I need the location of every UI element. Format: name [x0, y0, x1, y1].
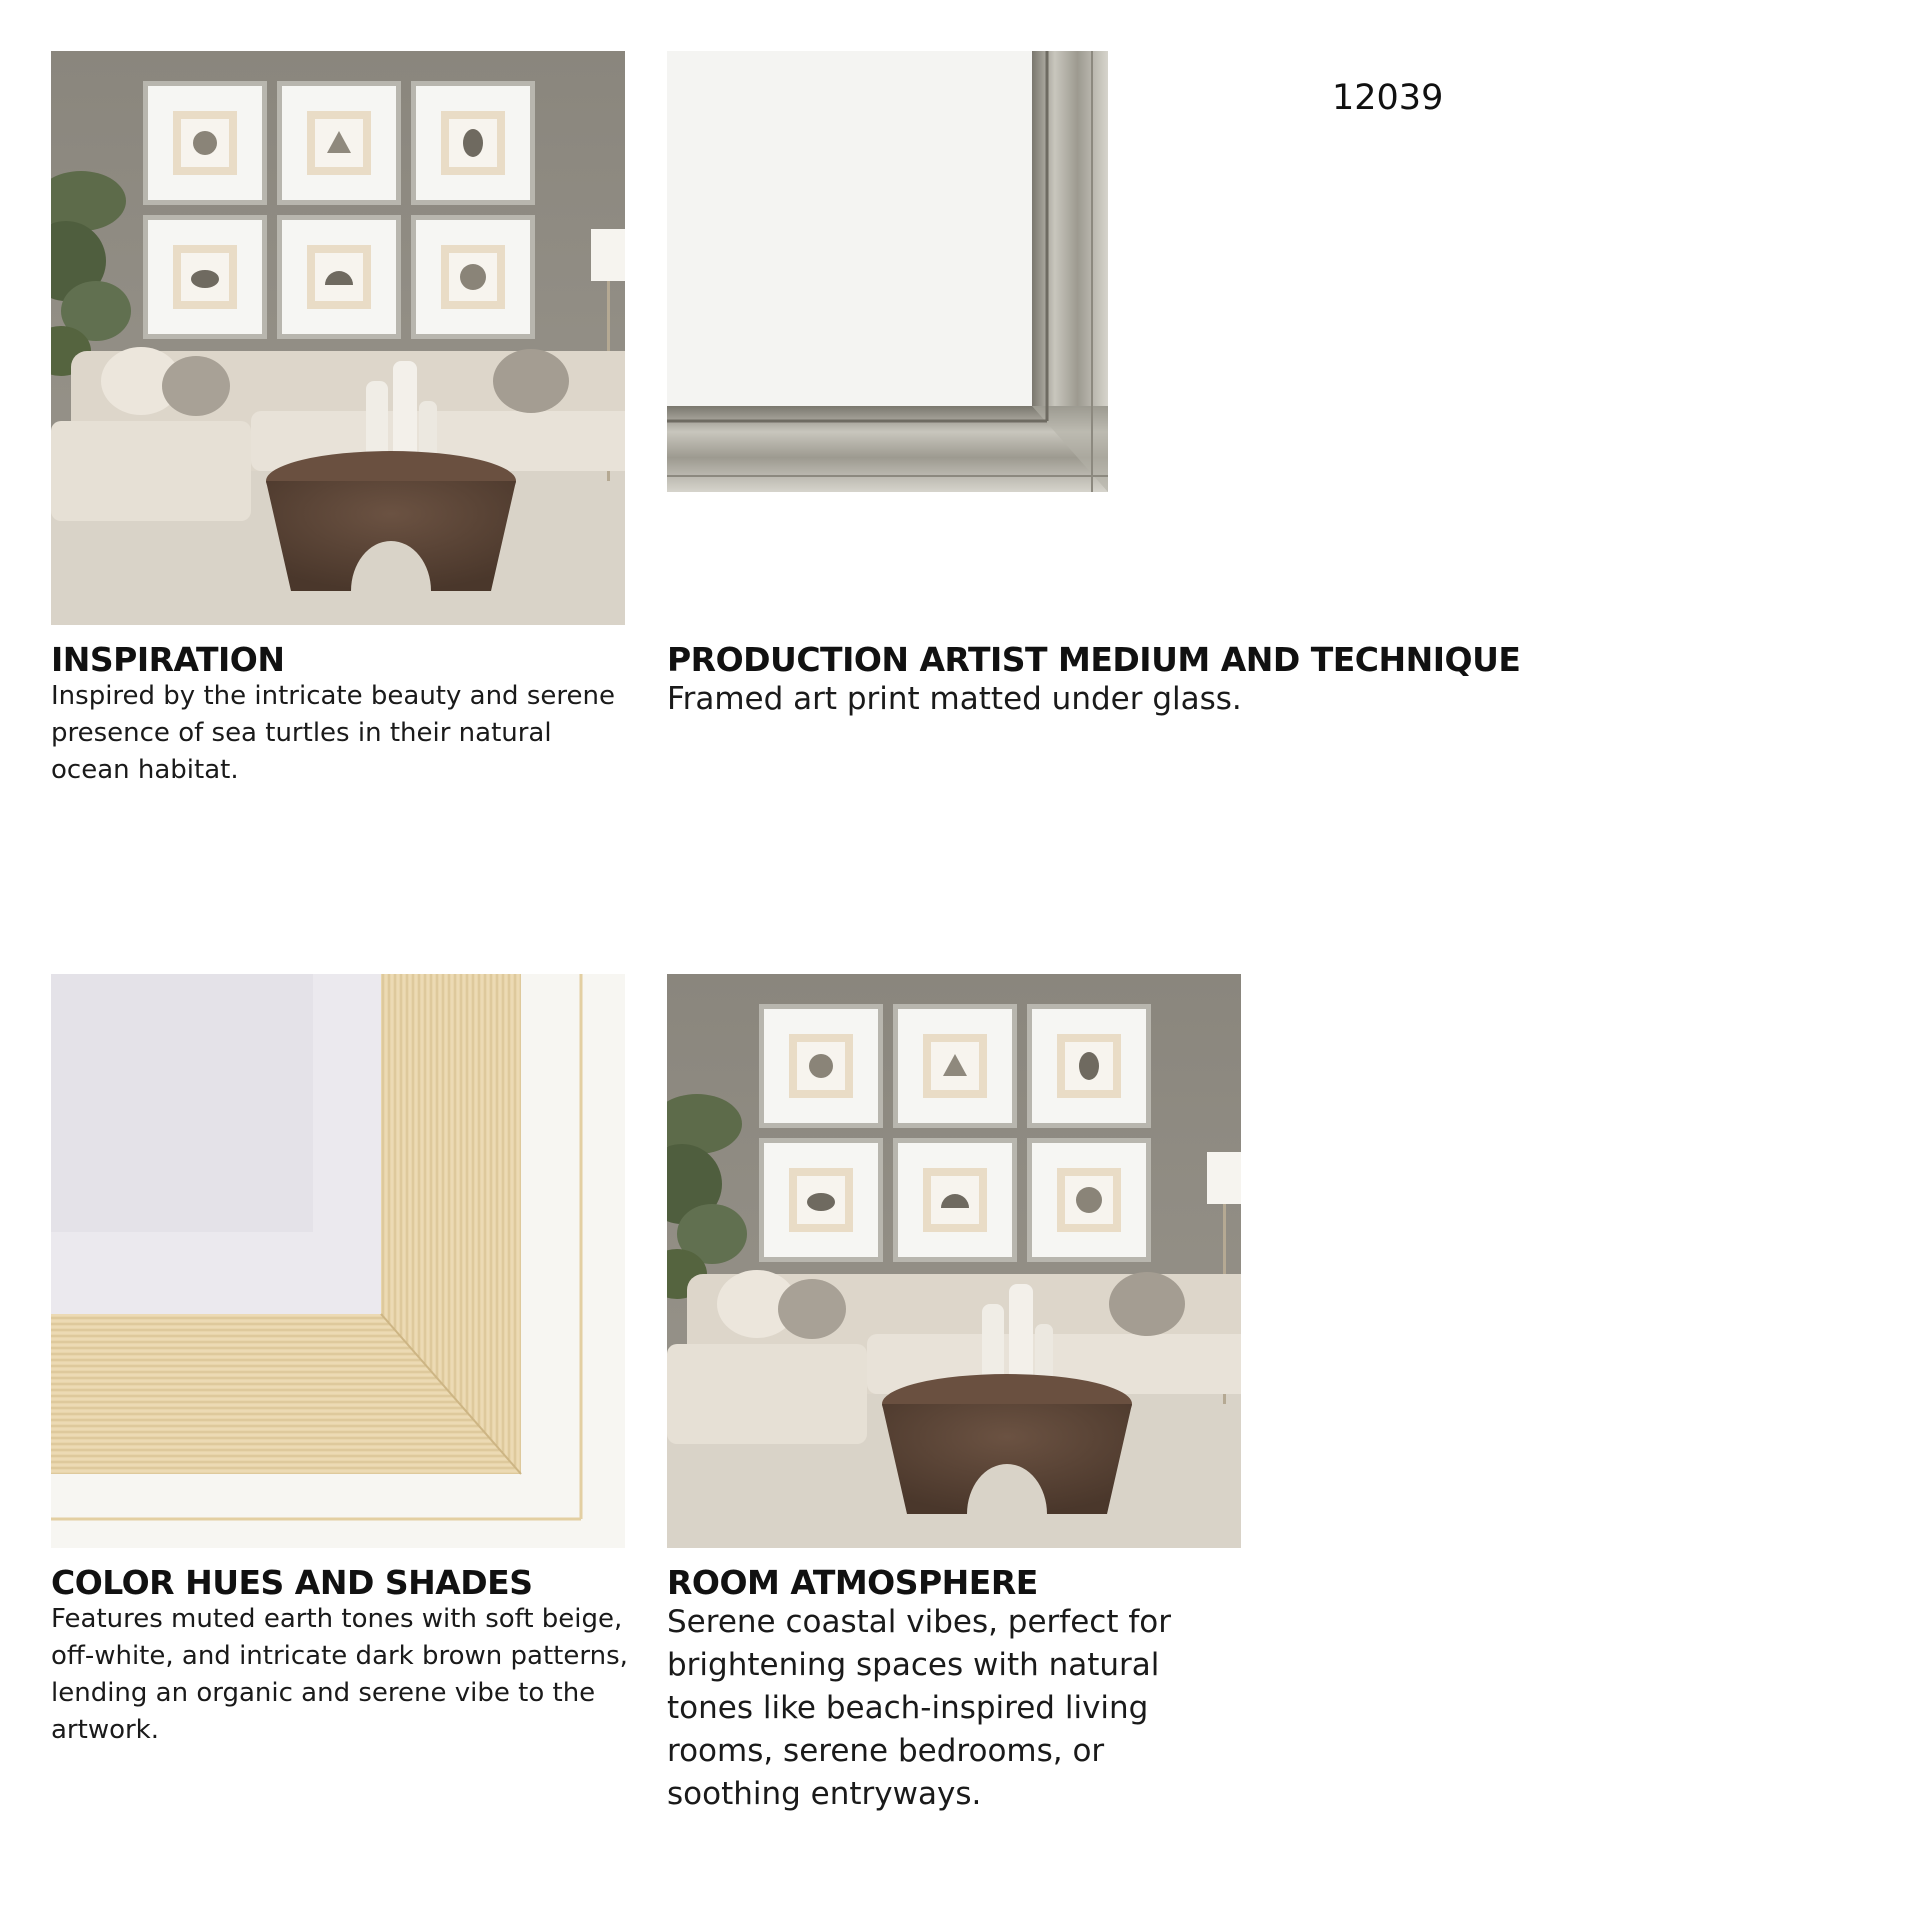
frame-detail-silver-photo — [667, 51, 1108, 492]
room-atmosphere-photo — [667, 974, 1241, 1548]
production-text: Framed art print matted under glass. — [667, 681, 1242, 717]
room-scene-illustration-2 — [667, 974, 1241, 1548]
wood-frame-corner-illustration — [51, 974, 625, 1548]
silver-frame-corner-illustration — [667, 51, 1108, 492]
frame-detail-wood-photo — [51, 974, 625, 1548]
room-scene-illustration — [51, 51, 625, 625]
product-sku: 12039 — [1332, 78, 1444, 118]
room-heading: ROOM ATMOSPHERE — [667, 1563, 1038, 1602]
room-text: Serene coastal vibes, perfect for brightening spaces with natural tones like beach-inspired living rooms, serene bedrooms, or soothing entryways. — [667, 1604, 1171, 1812]
color-text: Features muted earth tones with soft beige, off-white, and intricate dark brown patterns, lending an organic and serene vibe to the artwork. — [51, 1604, 628, 1745]
inspiration-heading: INSPIRATION — [51, 640, 285, 679]
production-heading: PRODUCTION ARTIST MEDIUM AND TECHNIQUE — [667, 640, 1521, 679]
room-photo — [51, 51, 625, 625]
inspiration-text: Inspired by the intricate beauty and serene presence of sea turtles in their natural ocean habitat. — [51, 681, 615, 785]
color-heading: COLOR HUES AND SHADES — [51, 1563, 533, 1602]
